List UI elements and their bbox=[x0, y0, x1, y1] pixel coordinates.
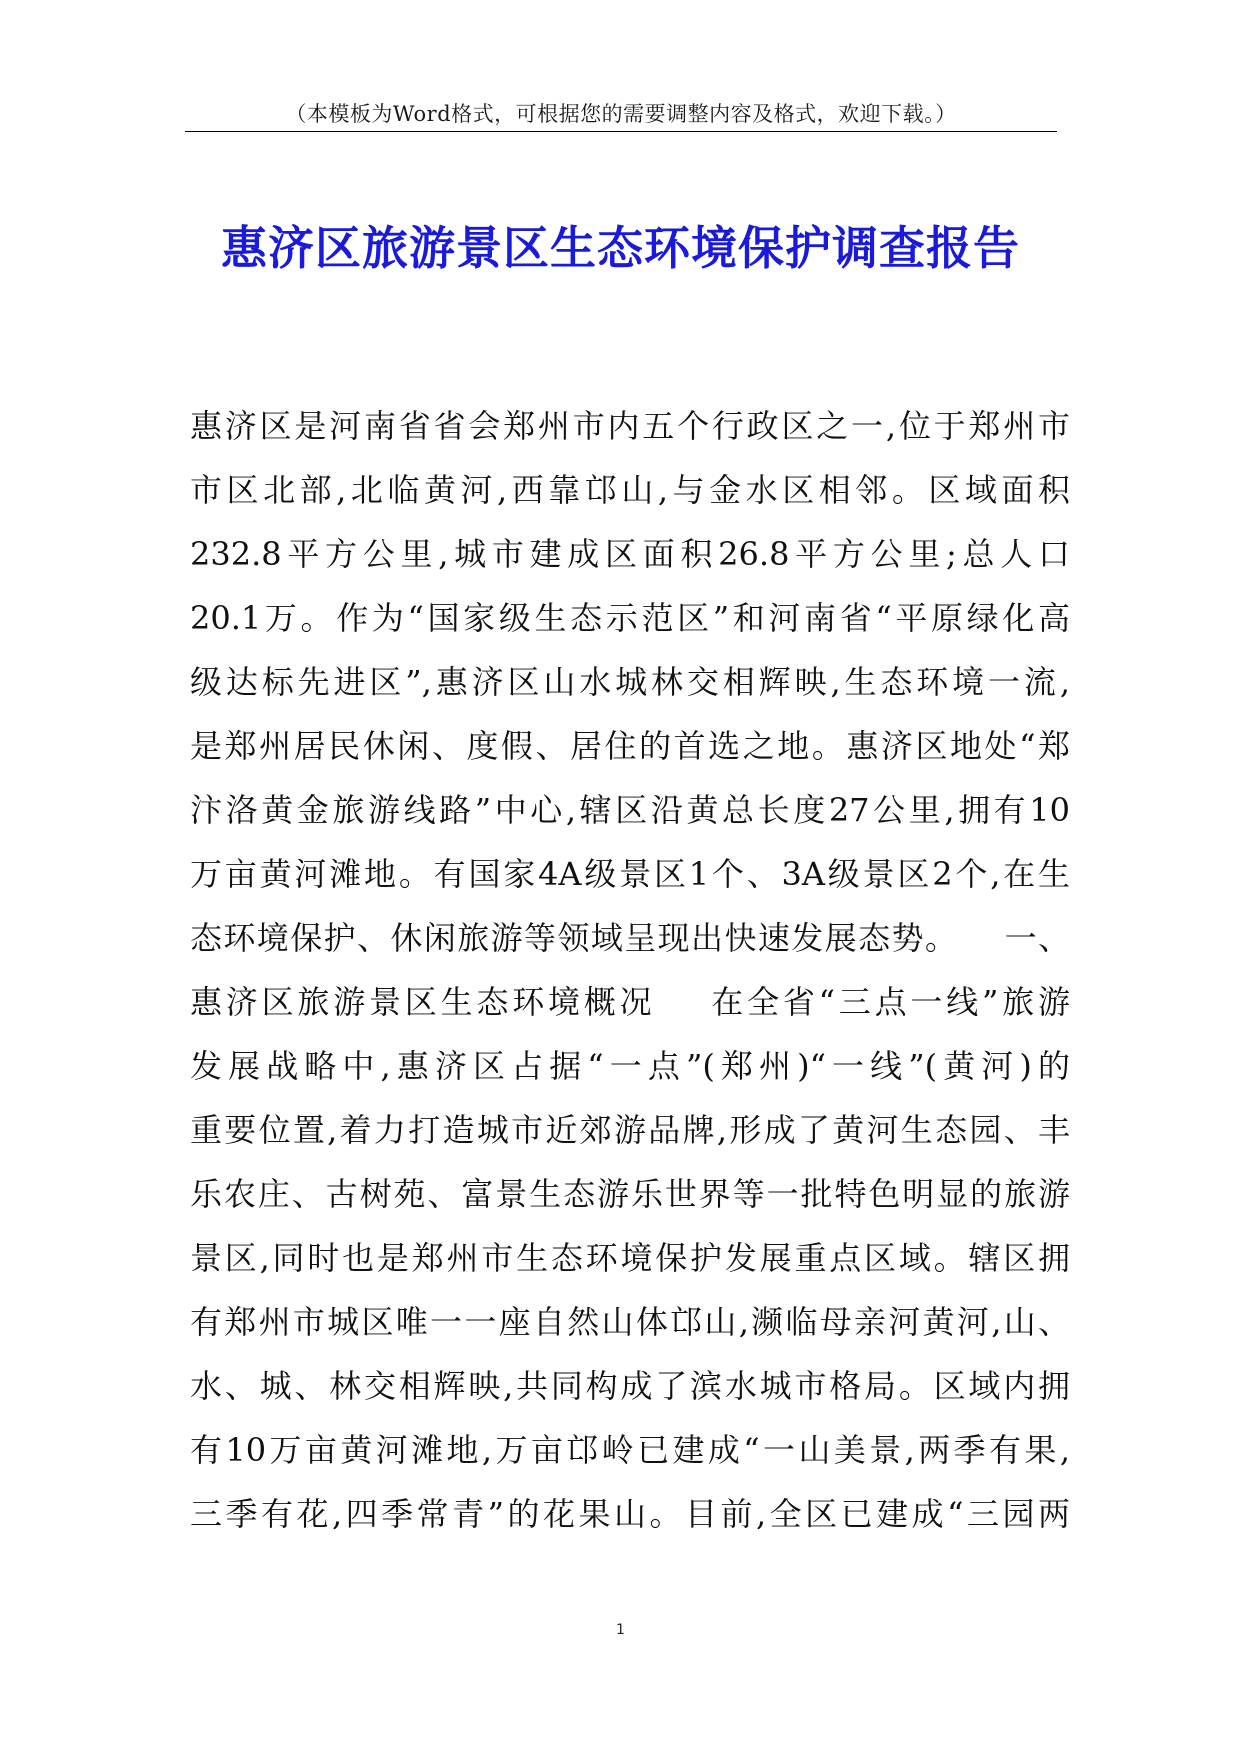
header-divider bbox=[185, 131, 1057, 132]
body-line: 有郑州市城区唯一一座自然山体邙山,濒临母亲河黄河,山、 bbox=[190, 1303, 1070, 1341]
body-line: 万亩黄河滩地。有国家4A级景区1个、3A级景区2个,在生 bbox=[190, 855, 1070, 893]
document-body bbox=[190, 394, 1070, 1546]
body-line: 发展战略中,惠济区占据“一点”(郑州)“一线”(黄河)的 bbox=[190, 1047, 1070, 1085]
body-line: 惠济区是河南省省会郑州市内五个行政区之一,位于郑州市 bbox=[190, 407, 1070, 445]
body-line: 乐农庄、古树苑、富景生态游乐世界等一批特色明显的旅游 bbox=[190, 1175, 1070, 1213]
body-line: 级达标先进区”,惠济区山水城林交相辉映,生态环境一流, bbox=[190, 663, 1070, 701]
body-line: 景区,同时也是郑州市生态环境保护发展重点区域。辖区拥 bbox=[190, 1239, 1070, 1277]
body-line: 汴洛黄金旅游线路”中心,辖区沿黄总长度27公里,拥有10 bbox=[190, 791, 1070, 829]
template-note: （本模板为Word格式，可根据您的需要调整内容及格式，欢迎下载。） bbox=[285, 102, 957, 126]
document-title: 惠济区旅游景区生态环境保护调查报告 bbox=[221, 221, 1020, 275]
body-line: 232.8平方公里,城市建成区面积26.8平方公里;总人口 bbox=[190, 535, 1070, 573]
body-line: 惠济区旅游景区生态环境概况 在全省“三点一线”旅游 bbox=[190, 983, 1070, 1021]
body-line: 有10万亩黄河滩地,万亩邙岭已建成“一山美景,两季有果, bbox=[190, 1431, 1070, 1469]
body-line: 是郑州居民休闲、度假、居住的首选之地。惠济区地处“郑 bbox=[190, 727, 1070, 765]
body-line: 市区北部,北临黄河,西靠邙山,与金水区相邻。区域面积 bbox=[190, 471, 1070, 509]
body-line: 态环境保护、休闲旅游等领域呈现出快速发展态势。 一、 bbox=[190, 919, 1070, 957]
body-line: 20.1万。作为“国家级生态示范区”和河南省“平原绿化高 bbox=[190, 599, 1070, 637]
page-number: 1 bbox=[616, 1622, 625, 1638]
body-line: 重要位置,着力打造城市近郊游品牌,形成了黄河生态园、丰 bbox=[190, 1111, 1070, 1149]
body-line: 水、城、林交相辉映,共同构成了滨水城市格局。区域内拥 bbox=[190, 1367, 1070, 1405]
body-line: 三季有花,四季常青”的花果山。目前,全区已建成“三园两 bbox=[190, 1495, 1070, 1533]
